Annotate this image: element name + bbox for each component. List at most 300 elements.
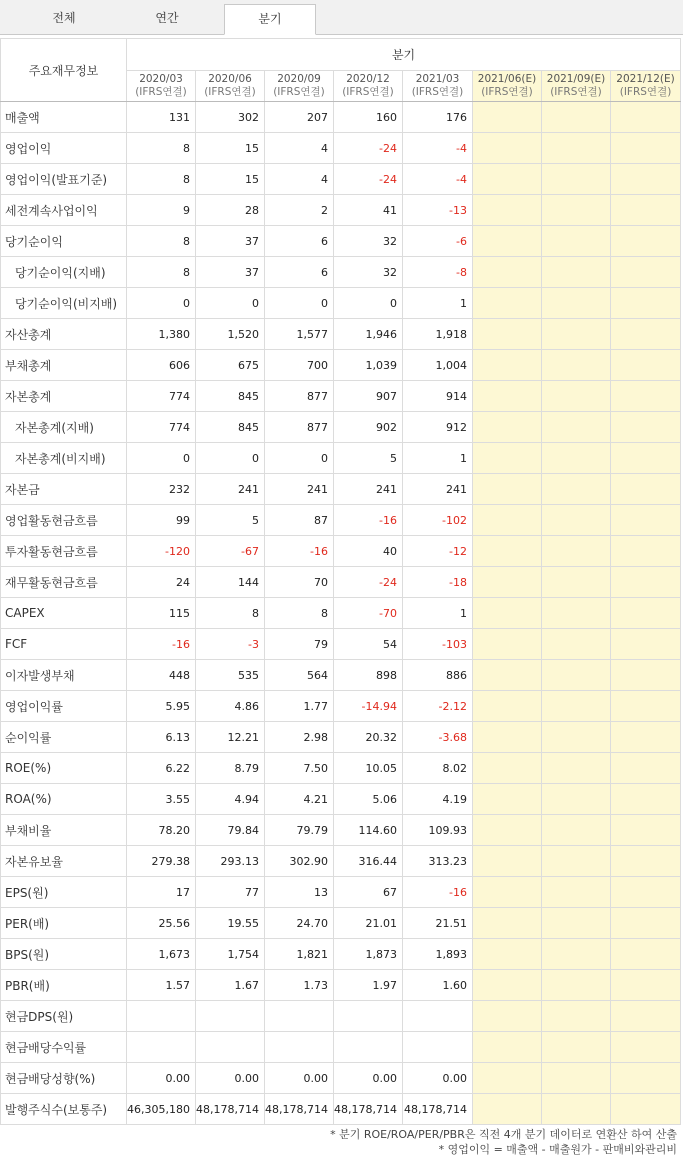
table-cell — [611, 381, 681, 412]
table-cell — [542, 1032, 611, 1063]
table-cell: 902 — [334, 412, 403, 443]
table-cell: 313.23 — [403, 846, 473, 877]
table-body — [1, 102, 681, 1125]
table-cell — [127, 1001, 196, 1032]
table-cell — [473, 722, 542, 753]
table-cell: 1,893 — [403, 939, 473, 970]
table-cell — [611, 319, 681, 350]
table-cell: -24 — [334, 164, 403, 195]
table-cell: 912 — [403, 412, 473, 443]
column-basis: (IFRS연결) — [411, 86, 464, 98]
table-row — [1, 381, 681, 412]
row-label: BPS(원) — [1, 939, 127, 970]
column-date: 2021/06(E) — [477, 73, 537, 85]
column-header — [127, 71, 196, 102]
table-cell: 606 — [127, 350, 196, 381]
table-cell: -16 — [127, 629, 196, 660]
row-label: FCF — [1, 629, 127, 660]
table-cell: 907 — [334, 381, 403, 412]
table-row — [1, 1001, 681, 1032]
table-row — [1, 1032, 681, 1063]
table-cell — [473, 1063, 542, 1094]
period-group-header: 분기 — [127, 39, 681, 71]
table-cell — [334, 1001, 403, 1032]
table-cell: 914 — [403, 381, 473, 412]
table-cell — [611, 102, 681, 133]
table-row — [1, 660, 681, 691]
table-cell — [334, 1032, 403, 1063]
table-cell — [611, 536, 681, 567]
table-cell — [473, 753, 542, 784]
table-cell — [473, 691, 542, 722]
table-cell — [542, 474, 611, 505]
table-cell: 79.84 — [196, 815, 265, 846]
column-date: 2020/12 — [346, 73, 390, 85]
table-cell — [611, 939, 681, 970]
row-label: 자본유보율 — [1, 846, 127, 877]
row-label: 당기순이익 — [1, 226, 127, 257]
row-label: 세전계속사업이익 — [1, 195, 127, 226]
table-cell: 99 — [127, 505, 196, 536]
table-cell — [542, 1001, 611, 1032]
table-cell — [611, 908, 681, 939]
table-cell: 28 — [196, 195, 265, 226]
table-cell: 4.21 — [265, 784, 334, 815]
row-label: 현금배당수익률 — [1, 1032, 127, 1063]
table-cell: 15 — [196, 164, 265, 195]
table-cell: -4 — [403, 164, 473, 195]
table-cell: -102 — [403, 505, 473, 536]
column-header — [265, 71, 334, 102]
table-cell: -24 — [334, 567, 403, 598]
table-row — [1, 846, 681, 877]
table-cell: 898 — [334, 660, 403, 691]
table-cell: -120 — [127, 536, 196, 567]
row-label: 부채비율 — [1, 815, 127, 846]
table-cell: 21.01 — [334, 908, 403, 939]
table-cell: 4.86 — [196, 691, 265, 722]
tab-quarterly[interactable]: 분기 — [224, 4, 316, 35]
table-cell: 448 — [127, 660, 196, 691]
table-cell: 1,039 — [334, 350, 403, 381]
table-row — [1, 133, 681, 164]
table-cell: 4 — [265, 164, 334, 195]
table-cell — [611, 753, 681, 784]
column-basis: (IFRS연결) — [550, 86, 602, 98]
table-cell: 1,004 — [403, 350, 473, 381]
table-cell: 41 — [334, 195, 403, 226]
table-cell: 24.70 — [265, 908, 334, 939]
table-cell: 8 — [196, 598, 265, 629]
table-cell — [542, 288, 611, 319]
table-cell — [611, 598, 681, 629]
row-label: CAPEX — [1, 598, 127, 629]
column-date: 2021/09(E) — [546, 73, 606, 85]
table-cell: -3.68 — [403, 722, 473, 753]
table-cell: 241 — [403, 474, 473, 505]
table-cell — [611, 970, 681, 1001]
table-cell — [542, 784, 611, 815]
table-cell — [611, 474, 681, 505]
column-header — [473, 71, 542, 102]
table-cell: 0 — [196, 288, 265, 319]
table-cell: 79 — [265, 629, 334, 660]
table-cell: 293.13 — [196, 846, 265, 877]
table-cell — [542, 567, 611, 598]
row-label: EPS(원) — [1, 877, 127, 908]
table-cell: 114.60 — [334, 815, 403, 846]
footnote-operating-profit: * 영업이익 = 매출액 - 매출원가 - 판매비와관리비 — [438, 1143, 677, 1156]
table-cell: 5.95 — [127, 691, 196, 722]
table-cell: -12 — [403, 536, 473, 567]
table-cell: 48,178,714 — [265, 1094, 334, 1125]
table-cell — [611, 288, 681, 319]
table-cell — [542, 691, 611, 722]
column-header — [196, 71, 265, 102]
table-cell: 1.67 — [196, 970, 265, 1001]
table-cell — [611, 691, 681, 722]
table-cell — [542, 133, 611, 164]
table-cell: 877 — [265, 412, 334, 443]
table-cell — [542, 939, 611, 970]
table-cell: 675 — [196, 350, 265, 381]
table-cell — [611, 722, 681, 753]
table-cell: 316.44 — [334, 846, 403, 877]
table-cell — [542, 598, 611, 629]
tab-annual[interactable]: 연간 — [155, 11, 179, 25]
table-cell: 1,754 — [196, 939, 265, 970]
table-cell: 845 — [196, 381, 265, 412]
table-cell — [542, 877, 611, 908]
table-row — [1, 319, 681, 350]
table-cell: 78.20 — [127, 815, 196, 846]
table-cell: 37 — [196, 226, 265, 257]
row-label: 자본총계(지배) — [1, 412, 127, 443]
table-cell: 0 — [127, 288, 196, 319]
table-cell — [542, 722, 611, 753]
table-cell — [611, 784, 681, 815]
table-cell — [473, 939, 542, 970]
table-cell: 1,946 — [334, 319, 403, 350]
table-cell: 8.02 — [403, 753, 473, 784]
table-cell: 700 — [265, 350, 334, 381]
table-cell: 1,577 — [265, 319, 334, 350]
row-label: PBR(배) — [1, 970, 127, 1001]
table-cell: 77 — [196, 877, 265, 908]
table-cell — [473, 815, 542, 846]
column-header — [611, 71, 681, 102]
row-label: 자본총계(비지배) — [1, 443, 127, 474]
table-cell: 1 — [403, 598, 473, 629]
table-row — [1, 412, 681, 443]
table-cell — [473, 567, 542, 598]
table-cell: 8 — [127, 164, 196, 195]
table-cell — [473, 164, 542, 195]
column-date: 2020/09 — [277, 73, 321, 85]
table-cell: -103 — [403, 629, 473, 660]
table-cell — [473, 195, 542, 226]
table-cell — [611, 505, 681, 536]
table-cell: 109.93 — [403, 815, 473, 846]
table-row — [1, 1094, 681, 1125]
table-cell: -14.94 — [334, 691, 403, 722]
row-label: 투자활동현금흐름 — [1, 536, 127, 567]
table-cell — [542, 412, 611, 443]
table-row — [1, 536, 681, 567]
column-date: 2021/12(E) — [616, 73, 675, 85]
table-cell — [473, 536, 542, 567]
table-cell: 32 — [334, 257, 403, 288]
table-cell — [542, 319, 611, 350]
table-cell: 0 — [196, 443, 265, 474]
table-cell: 4.19 — [403, 784, 473, 815]
table-cell: 19.55 — [196, 908, 265, 939]
row-label: 자본총계 — [1, 381, 127, 412]
table-cell — [542, 257, 611, 288]
table-cell: 12.21 — [196, 722, 265, 753]
table-cell: 8 — [127, 133, 196, 164]
table-cell — [542, 226, 611, 257]
table-cell: 1.97 — [334, 970, 403, 1001]
table-cell: 0 — [265, 288, 334, 319]
column-basis: (IFRS연결) — [342, 86, 394, 98]
table-row — [1, 567, 681, 598]
table-cell: 131 — [127, 102, 196, 133]
table-cell — [611, 567, 681, 598]
row-label: 영업이익률 — [1, 691, 127, 722]
table-cell: 5 — [334, 443, 403, 474]
table-cell — [542, 660, 611, 691]
table-row — [1, 474, 681, 505]
table-cell: 13 — [265, 877, 334, 908]
table-cell: 7.50 — [265, 753, 334, 784]
table-cell: 0 — [334, 288, 403, 319]
table-row — [1, 288, 681, 319]
table-cell — [542, 846, 611, 877]
table-cell — [403, 1032, 473, 1063]
table-cell: 4.94 — [196, 784, 265, 815]
table-cell — [611, 257, 681, 288]
table-cell: 1.60 — [403, 970, 473, 1001]
table-cell: 48,178,714 — [334, 1094, 403, 1125]
table-cell — [473, 1032, 542, 1063]
table-cell: 1,673 — [127, 939, 196, 970]
table-row — [1, 1063, 681, 1094]
table-cell: 8 — [265, 598, 334, 629]
table-cell: 9 — [127, 195, 196, 226]
table-cell: 564 — [265, 660, 334, 691]
table-cell — [611, 846, 681, 877]
column-basis: (IFRS연결) — [619, 86, 672, 98]
table-cell — [611, 1063, 681, 1094]
table-cell: -8 — [403, 257, 473, 288]
table-cell: -16 — [265, 536, 334, 567]
table-row — [1, 753, 681, 784]
table-cell — [611, 1094, 681, 1125]
column-basis: (IFRS연결) — [135, 86, 187, 98]
table-row — [1, 257, 681, 288]
table-cell — [542, 1094, 611, 1125]
row-label: 순이익률 — [1, 722, 127, 753]
table-cell: 6 — [265, 226, 334, 257]
table-cell: 32 — [334, 226, 403, 257]
table-cell — [473, 877, 542, 908]
table-cell: 5 — [196, 505, 265, 536]
table-cell: 2.98 — [265, 722, 334, 753]
table-cell — [542, 536, 611, 567]
table-cell: 0.00 — [403, 1063, 473, 1094]
table-cell: 17 — [127, 877, 196, 908]
table-cell — [473, 784, 542, 815]
table-cell: 54 — [334, 629, 403, 660]
table-cell: 8 — [127, 257, 196, 288]
table-cell: 0.00 — [127, 1063, 196, 1094]
table-cell — [473, 474, 542, 505]
row-label: 영업활동현금흐름 — [1, 505, 127, 536]
table-cell: 774 — [127, 381, 196, 412]
column-header — [542, 71, 611, 102]
table-cell: 20.32 — [334, 722, 403, 753]
column-basis: (IFRS연결) — [204, 86, 256, 98]
table-cell — [265, 1001, 334, 1032]
table-cell: 1,520 — [196, 319, 265, 350]
table-cell — [127, 1032, 196, 1063]
table-cell: 37 — [196, 257, 265, 288]
table-cell — [542, 195, 611, 226]
row-label: 당기순이익(지배) — [1, 257, 127, 288]
table-cell: 8 — [127, 226, 196, 257]
table-cell — [542, 505, 611, 536]
table-cell — [542, 815, 611, 846]
table-row — [1, 443, 681, 474]
footnote-annualized: * 분기 ROE/ROA/PER/PBR은 직전 4개 분기 데이터로 연환산 하여 산출 — [330, 1128, 677, 1141]
table-cell — [542, 753, 611, 784]
table-row — [1, 350, 681, 381]
table-cell — [611, 195, 681, 226]
table-cell — [611, 877, 681, 908]
tab-all[interactable]: 전체 — [52, 11, 76, 25]
table-cell: 0.00 — [265, 1063, 334, 1094]
table-cell — [542, 381, 611, 412]
financial-table — [0, 38, 681, 1125]
table-cell: -3 — [196, 629, 265, 660]
table-cell — [611, 660, 681, 691]
table-cell: 877 — [265, 381, 334, 412]
table-cell: 1,918 — [403, 319, 473, 350]
table-cell: 1,873 — [334, 939, 403, 970]
table-cell — [611, 1032, 681, 1063]
table-cell — [542, 164, 611, 195]
table-cell — [473, 629, 542, 660]
row-label: 자산총계 — [1, 319, 127, 350]
table-row — [1, 164, 681, 195]
table-cell: 6.22 — [127, 753, 196, 784]
table-cell: 1 — [403, 443, 473, 474]
table-cell — [265, 1032, 334, 1063]
table-cell: 207 — [265, 102, 334, 133]
table-cell: 4 — [265, 133, 334, 164]
table-cell: 8.79 — [196, 753, 265, 784]
table-cell — [611, 412, 681, 443]
table-cell: 24 — [127, 567, 196, 598]
table-cell — [473, 288, 542, 319]
table-cell: 48,178,714 — [196, 1094, 265, 1125]
table-cell: 21.51 — [403, 908, 473, 939]
row-label: 이자발생부채 — [1, 660, 127, 691]
table-cell — [542, 629, 611, 660]
row-label: 현금DPS(원) — [1, 1001, 127, 1032]
table-cell — [611, 815, 681, 846]
table-cell: 1,821 — [265, 939, 334, 970]
table-cell — [542, 1063, 611, 1094]
column-date: 2021/03 — [415, 73, 460, 85]
table-cell: 70 — [265, 567, 334, 598]
column-header — [334, 71, 403, 102]
table-cell — [473, 319, 542, 350]
table-cell — [473, 257, 542, 288]
row-label: 당기순이익(비지배) — [1, 288, 127, 319]
table-cell — [542, 443, 611, 474]
table-cell — [473, 908, 542, 939]
table-cell: 0 — [127, 443, 196, 474]
table-row — [1, 722, 681, 753]
table-cell — [196, 1001, 265, 1032]
table-cell: 6.13 — [127, 722, 196, 753]
table-cell: 241 — [334, 474, 403, 505]
table-row — [1, 691, 681, 722]
table-row — [1, 505, 681, 536]
table-cell — [473, 381, 542, 412]
table-row — [1, 195, 681, 226]
table-cell: -67 — [196, 536, 265, 567]
table-cell: 845 — [196, 412, 265, 443]
table-cell — [473, 226, 542, 257]
table-cell: -18 — [403, 567, 473, 598]
table-cell: 176 — [403, 102, 473, 133]
table-row — [1, 629, 681, 660]
table-cell: -4 — [403, 133, 473, 164]
table-cell: 0.00 — [334, 1063, 403, 1094]
row-label: ROA(%) — [1, 784, 127, 815]
table-cell: 160 — [334, 102, 403, 133]
table-cell — [196, 1032, 265, 1063]
table-cell: 535 — [196, 660, 265, 691]
table-cell: 3.55 — [127, 784, 196, 815]
row-label: 재무활동현금흐름 — [1, 567, 127, 598]
table-cell — [473, 133, 542, 164]
column-date: 2020/03 — [139, 73, 183, 85]
table-cell — [611, 133, 681, 164]
table-cell: 1.57 — [127, 970, 196, 1001]
tab-bar — [0, 0, 683, 35]
column-date: 2020/06 — [208, 73, 252, 85]
table-cell: 144 — [196, 567, 265, 598]
table-cell — [473, 1001, 542, 1032]
table-cell — [473, 846, 542, 877]
table-cell: 774 — [127, 412, 196, 443]
table-row — [1, 784, 681, 815]
table-cell: 1 — [403, 288, 473, 319]
table-cell: 48,178,714 — [403, 1094, 473, 1125]
table-cell — [542, 970, 611, 1001]
table-cell — [473, 598, 542, 629]
table-cell: -16 — [403, 877, 473, 908]
table-row — [1, 102, 681, 133]
table-cell: 886 — [403, 660, 473, 691]
table-cell — [473, 505, 542, 536]
table-row — [1, 908, 681, 939]
table-cell — [473, 1094, 542, 1125]
